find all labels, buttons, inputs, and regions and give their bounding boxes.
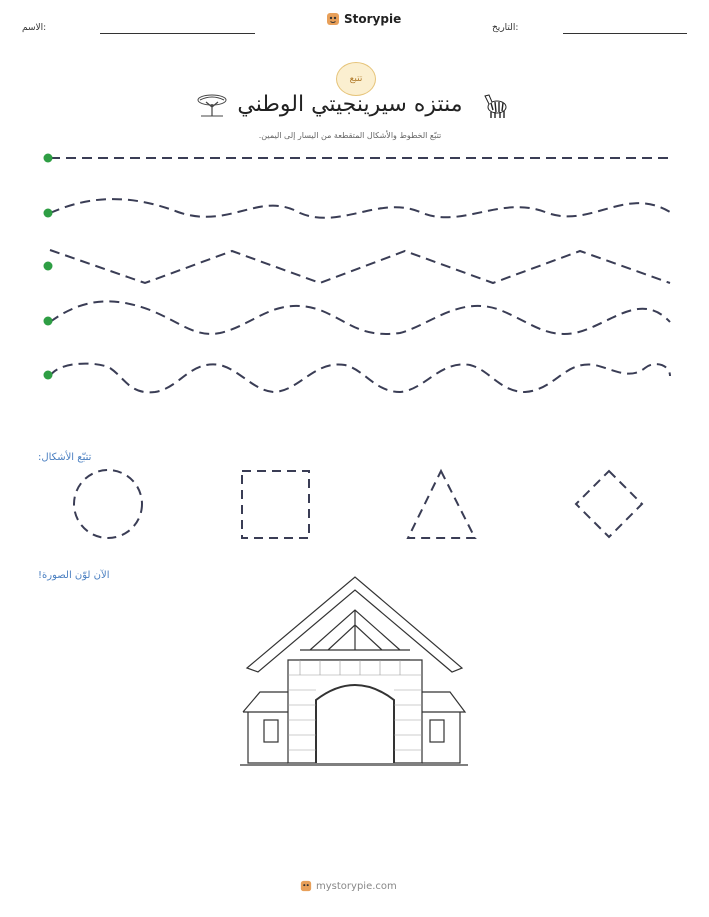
- trace-triangle[interactable]: [408, 471, 475, 538]
- name-line[interactable]: [100, 33, 255, 34]
- start-dot: [44, 371, 53, 380]
- trace-line-deep-wave[interactable]: [50, 364, 670, 393]
- trace-line-zigzag[interactable]: [50, 250, 670, 283]
- gate-illustration: [240, 577, 468, 765]
- start-dot: [44, 154, 53, 163]
- footer: [300, 880, 397, 892]
- trace-diamond[interactable]: [576, 471, 642, 537]
- brand-name: Storypie: [344, 12, 402, 26]
- trace-line-wave[interactable]: [50, 301, 670, 334]
- page-subtitle: تتبّع الخطوط والأشكال المتقطعة من اليسار إلى اليمين.: [258, 131, 442, 140]
- trace-circle[interactable]: [74, 470, 142, 538]
- zebra-icon: [481, 90, 511, 120]
- date-line[interactable]: [563, 33, 687, 34]
- start-dot: [44, 317, 53, 326]
- brand: [326, 12, 401, 26]
- storypie-logo-icon: [326, 12, 340, 26]
- trace-line-gentle-wave[interactable]: [50, 199, 670, 218]
- start-dot: [44, 262, 53, 271]
- trace-square[interactable]: [242, 471, 309, 538]
- start-dot: [44, 209, 53, 218]
- date-label: التاريخ:: [492, 23, 519, 33]
- trace-badge-label: تتبع: [349, 74, 363, 84]
- footer-url[interactable]: mystorypie.com: [316, 880, 397, 892]
- page-title: منتزه سيرينجيتي الوطني: [237, 92, 463, 117]
- trace-badge: [336, 62, 376, 96]
- trace-shapes-label: تتبّع الأشكال:: [38, 452, 92, 463]
- name-label: الاسم:: [22, 23, 47, 33]
- acacia-tree-icon: [195, 92, 229, 118]
- color-picture-label: الآن لوّن الصورة!: [38, 570, 110, 581]
- storypie-logo-icon: [300, 880, 312, 892]
